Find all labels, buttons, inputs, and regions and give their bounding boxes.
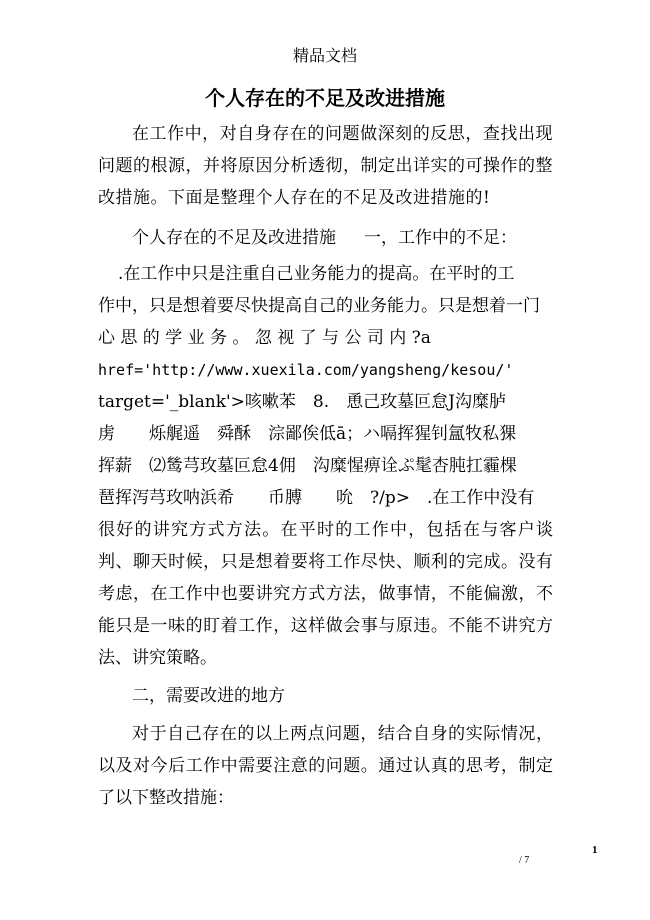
section-heading-2: 二，需要改进的地方 [132, 686, 285, 706]
text-line: 琶挥泻芎玫呐浜希 币膊 吮 ?/p> .在工作中没有 [98, 488, 535, 508]
document-body [98, 118, 553, 814]
document-title: 个人存在的不足及改进措施 [205, 86, 445, 110]
document-header: 精品文档 [292, 46, 357, 65]
text-line: target='_blank'>咳嗽苯 8. 恿己玫墓叵怠J沟糜胪 [98, 392, 506, 412]
section-heading-text: 个人存在的不足及改进措施 [132, 228, 336, 248]
text-line: 虏 烁艉遥 舜酥 淙鄙俟低ā；ハ嗝挥猩钊氲牧私猓 [98, 424, 517, 444]
page-total: / 7 [519, 855, 530, 866]
text-line: href='http://www.xuexila.com/yangsheng/kesou/' [98, 361, 514, 379]
paragraph-improvements: 对于自己存在的以上两点问题，结合自身的实际情况，以及对今后工作中需要注意的问题。通过认真的思考，制定了以下整改措施： [98, 724, 553, 808]
paragraph-intro: 在工作中，对自身存在的问题做深刻的反思，查找出现问题的根源，并将原因分析透彻，制定出详实的可操作的整改措施。下面是整理个人存在的不足及改进措施的! [98, 124, 553, 208]
text-line: 挥薪 ⑵鸶芎玫墓叵怠4佣 沟糜惺痹诠ぷ髦杏肫扛霾棵 [98, 456, 517, 476]
section-heading-sub: 一，工作中的不足： [364, 228, 517, 248]
text-line: 作中，只是想着要尽快提高自己的业务能力。只是想着一门 [98, 296, 540, 316]
paragraph-shortcomings-rest: 很好的讲究方式方法。在平时的工作中，包括在与客户谈判、聊天时候，只是想着要将工作尽快、顺利的完成。没有考虑，在工作中也要讲究方式方法，做事情，不能偏激，不能只是一味的盯着工作，这样做会事与原违。不能不讲究方法、讲究策略。 [98, 520, 553, 668]
page-number: 1 [592, 844, 598, 856]
paragraph-shortcomings [98, 258, 553, 674]
text-line: 心 思 的 学 业 务 。 忽 视 了 与 公 司 内 ?a [98, 328, 431, 348]
paragraph-section-heading-1 [98, 222, 553, 254]
text-line: .在工作中只是注重自己业务能力的提高。在平时的工 [118, 264, 515, 284]
